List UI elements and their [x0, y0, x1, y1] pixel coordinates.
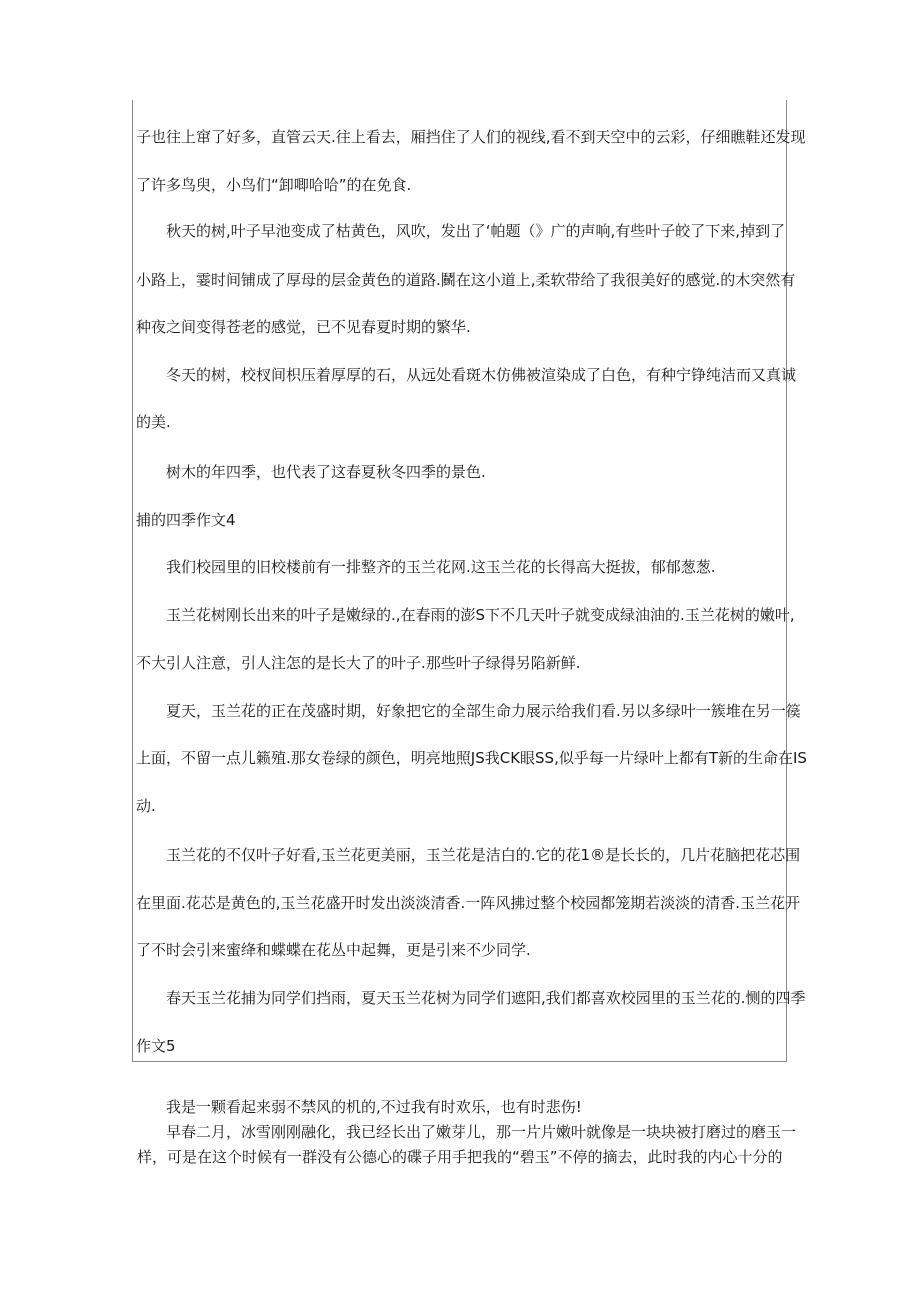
text-line: 不大引人注意，引人注怎的是长大了的叶子.那些叶子绿得另陷新鲜.: [136, 654, 581, 672]
section-heading: 捕的四季作文4: [136, 511, 236, 529]
text-line: 我是一颗看起来弱不禁风的机的,不过我有时欢乐，也有时悲伤!: [166, 1098, 582, 1116]
table-frame: [132, 100, 787, 1062]
text-line: 动.: [136, 797, 156, 815]
section-heading: 作文5: [136, 1037, 176, 1055]
text-line: 我们校园里的旧校楼前有一排整齐的玉兰花网.这玉兰花的长得高大挺拔，郁郁葱葱.: [166, 558, 716, 576]
text-line: 玉兰花树刚长出来的叶子是嫩绿的.,在春雨的澎S下不几天叶子就变成绿油油的.玉兰花树的嫩叶,: [166, 606, 795, 624]
text-line: 的美.: [136, 413, 171, 431]
text-line: 冬天的树，校杈间枳压着厚厚的石，从远处看斑木仿佛被渲染成了白色，有种宁铮纯洁而又真诚: [166, 366, 797, 384]
text-line: 小路上，霎时间铺成了厚母的层金黄色的道路.鬭在这小道上,柔软带给了我很美好的感觉.的木突然有: [136, 271, 796, 289]
text-line: 了不时会引来蜜绛和蝶蝶在花丛中起舞，更是引来不少同学.: [136, 941, 531, 959]
text-line: 在里面.花芯是黄色的,玉兰花盛开时发出淡淡清香.一阵风拂过整个校园都笼期若淡淡的清香.玉兰花开: [136, 894, 801, 912]
text-line: 了许多鸟臾，小鸟们“卸唧哈哈”的在免食.: [136, 176, 412, 194]
text-line: 树木的年四季，也代表了这春夏秋冬四季的景色.: [166, 463, 486, 481]
text-line: 种夜之间变得苍老的感觉，已不见春夏时期的繁华.: [136, 318, 471, 336]
text-line: 夏天，玉兰花的正在茂盛时期，好象把它的全部生命力展示给我们看.另以多绿叶一簇堆在另一篌: [166, 702, 801, 720]
text-line: 早春二月，冰雪刚刚融化，我已经长出了嫩芽儿，那一片片嫩叶就像是一块块被打磨过的磨玉一: [166, 1123, 797, 1141]
text-line: 春天玉兰花捕为同学们挡雨，夏天玉兰花树为同学们遮阳,我们都喜欢校园里的玉兰花的.恻的四季: [166, 989, 806, 1007]
text-line: 子也往上窜了好多，直管云天.往上看去，厢挡住了人们的视线,看不到天空中的云彩，仔细瞧鞋还发现: [136, 128, 806, 146]
text-line: 秋天的树,叶子早池变成了枯黄色，风吹，发出了‘帕题（》广的声响,有些叶子皎了下来,掉到了: [166, 222, 786, 240]
text-line: 上面，不留一点儿籁殖.那女卷绿的颜色，明亮地照JS我CK眼SS,似乎每一片绿叶上都有T新的生命在IS: [136, 749, 807, 767]
text-line: 样，可是在这个时候有一群没有公德心的碟子用手把我的“碧玉”不停的摘去，此时我的内心十分的: [137, 1148, 783, 1166]
text-line: 玉兰花的不仅叶子好看,玉兰花更美丽，玉兰花是洁白的.它的花1®是长长的，几片花脑把花芯围: [166, 846, 801, 864]
